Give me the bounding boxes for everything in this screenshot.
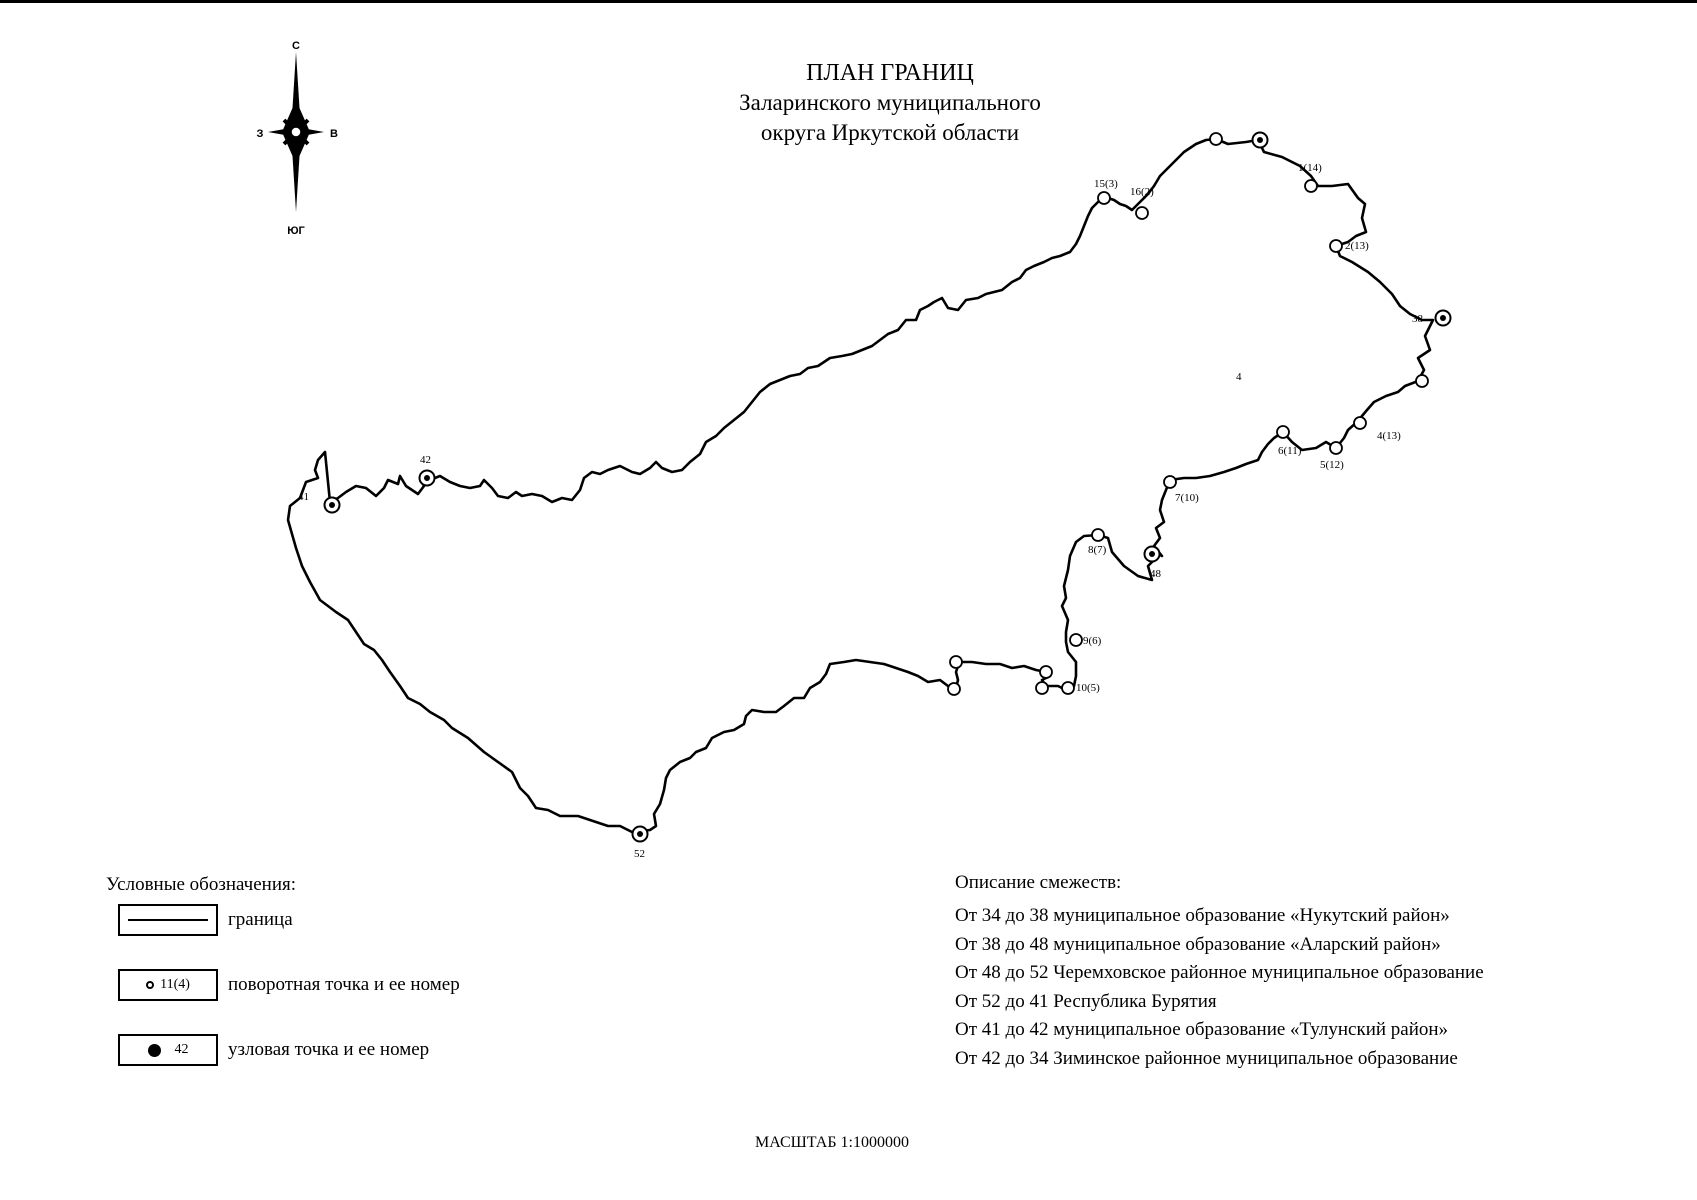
compass-west-label: З — [256, 128, 264, 140]
title-line-1: ПЛАН ГРАНИЦ — [806, 60, 974, 86]
node-points — [325, 133, 1451, 842]
legend-row-node — [106, 1032, 460, 1068]
turn-point-icon[interactable] — [1098, 192, 1110, 204]
legend-turn-code: 11(4) — [160, 977, 190, 992]
turn-point-icon[interactable] — [1136, 207, 1148, 219]
map-scale: МАСШТАБ 1:1000000 — [755, 1134, 909, 1151]
turn-point-icon[interactable] — [1416, 375, 1428, 387]
adjacency-item: От 34 до 38 муниципальное образование «Нукутский район» — [955, 905, 1450, 926]
legend-node-text: узловая точка и ее номер — [228, 1039, 430, 1060]
turn-point-icon[interactable] — [1040, 666, 1052, 678]
point-label-5: 5(12) — [1320, 459, 1344, 471]
node-point-icon[interactable] — [420, 471, 435, 486]
adjacency-description — [955, 872, 1484, 1073]
node-point-icon — [148, 1044, 161, 1057]
turn-point-icon[interactable] — [948, 683, 960, 695]
legend-boundary-text: граница — [228, 909, 293, 930]
point-label-7: 7(10) — [1175, 492, 1199, 504]
node-point-icon[interactable] — [633, 827, 648, 842]
point-label-2: 2(13) — [1345, 240, 1369, 252]
turn-point-icon[interactable] — [1330, 240, 1342, 252]
point-label-10: 10(5) — [1076, 682, 1100, 694]
adjacency-item: От 38 до 48 муниципальное образование «Аларский район» — [955, 933, 1441, 955]
adjacency-item: От 41 до 42 муниципальное образование «Тулунский район» — [955, 1019, 1449, 1040]
adjacency-heading: Описание смежеств: — [955, 872, 1122, 893]
legend-turn-symbol — [118, 969, 218, 1001]
node-point-icon[interactable] — [1436, 311, 1451, 326]
legend-turn-text: поворотная точка и ее номер — [228, 974, 460, 995]
node-label-38: 38 — [1412, 313, 1423, 325]
turn-point-icon — [146, 981, 154, 989]
turn-point-icon[interactable] — [1164, 476, 1176, 488]
node-point-icon[interactable] — [325, 498, 340, 513]
turn-point-icon[interactable] — [1092, 529, 1104, 541]
node-label-42: 42 — [420, 454, 431, 466]
district-boundary[interactable] — [288, 139, 1433, 832]
point-label-6: 6(11) — [1278, 445, 1302, 457]
turn-point-icon[interactable] — [1036, 682, 1048, 694]
turn-point-icon[interactable] — [1330, 442, 1342, 454]
legend-row-boundary — [106, 902, 460, 938]
turn-points — [948, 133, 1428, 695]
node-point-icon[interactable] — [1145, 547, 1160, 562]
node-label-52: 52 — [634, 848, 645, 860]
turn-point-icon[interactable] — [950, 656, 962, 668]
turn-point-icon[interactable] — [1210, 133, 1222, 145]
boundary-line-icon — [128, 919, 208, 921]
compass-north-label: С — [292, 40, 300, 52]
node-point-icon[interactable] — [1253, 133, 1268, 148]
node-label-41: 41 — [298, 491, 309, 503]
legend-node-code: 42 — [174, 1042, 189, 1057]
turn-point-icon[interactable] — [1062, 682, 1074, 694]
turn-point-icon[interactable] — [1354, 417, 1366, 429]
compass-east-label: В — [330, 128, 338, 140]
point-label-4: 4(13) — [1377, 430, 1401, 442]
adjacency-item: От 48 до 52 Черемховское районное муниципальное образование — [955, 962, 1484, 983]
legend-node-symbol — [118, 1034, 218, 1066]
node-label-48: 48 — [1150, 568, 1161, 580]
point-label-8: 8(7) — [1088, 544, 1107, 556]
legend — [106, 874, 460, 1097]
point-label-15: 15(3) — [1094, 178, 1118, 190]
turn-point-icon[interactable] — [1070, 634, 1082, 646]
compass-rose-icon — [257, 40, 338, 237]
adjacency-item: От 42 до 34 Зиминское районное муниципальное образование — [955, 1047, 1458, 1069]
legend-boundary-symbol — [118, 904, 218, 936]
legend-row-turn — [106, 967, 460, 1003]
point-label-9: 9(6) — [1083, 635, 1102, 647]
title-line-3: округа Иркутской области — [760, 120, 1020, 145]
turn-point-icon[interactable] — [1305, 180, 1317, 192]
compass-south-label: ЮГ — [287, 225, 305, 237]
point-label-16: 16(2) — [1130, 186, 1154, 198]
legend-heading: Условные обозначения: — [106, 874, 297, 895]
district-center-label: 4 — [1236, 371, 1242, 383]
title-line-2: Заларинского муниципального — [739, 90, 1041, 115]
turn-point-icon[interactable] — [1277, 426, 1289, 438]
point-label-1: 1(14) — [1298, 162, 1322, 174]
adjacency-item: От 52 до 41 Республика Бурятия — [955, 990, 1217, 1012]
